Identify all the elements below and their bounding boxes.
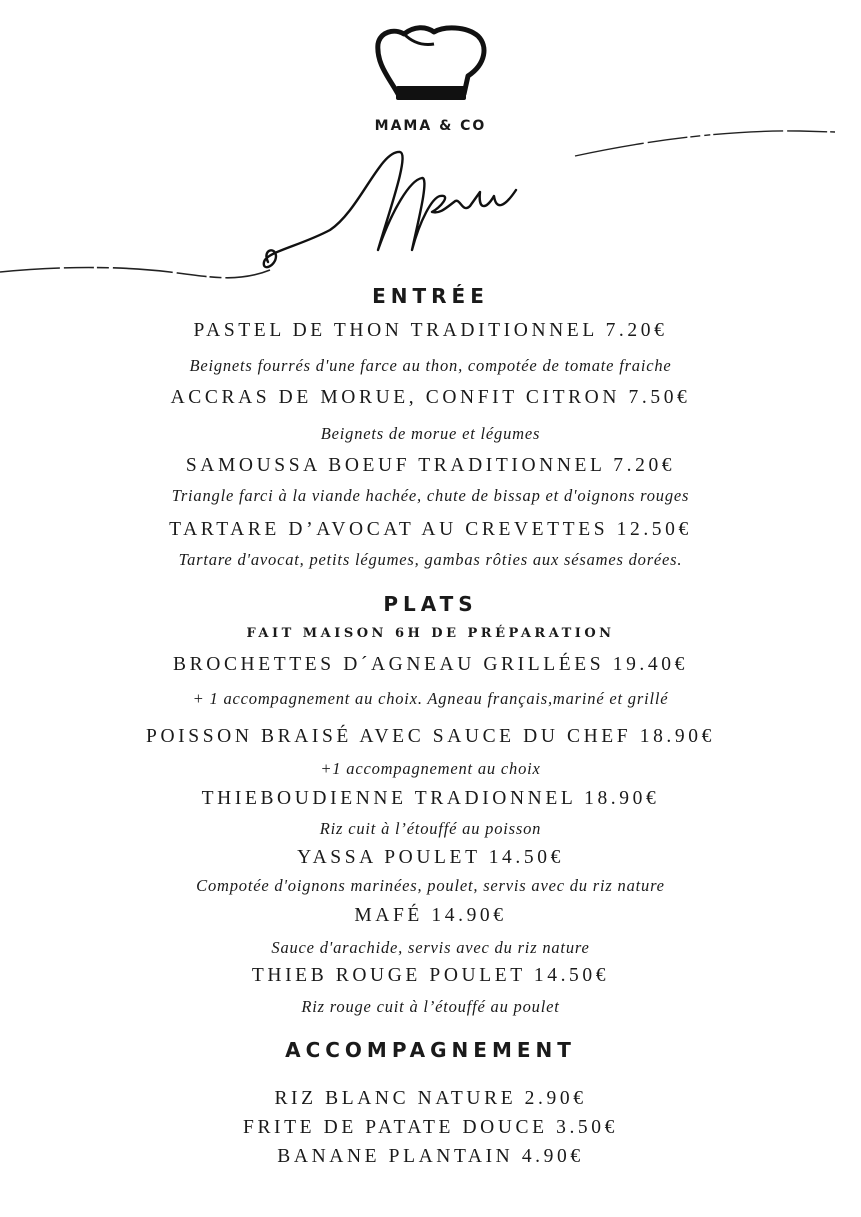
menu-item-description: + 1 accompagnement au choix. Agneau français,mariné et grillé	[192, 689, 669, 708]
side-item: BANANE PLANTAIN 4.90€	[277, 1146, 584, 1167]
menu-item-description: +1 accompagnement au choix	[320, 759, 541, 778]
menu-item-description: Riz rouge cuit à l’étouffé au poulet	[301, 997, 560, 1016]
menu-title-script	[0, 0, 861, 300]
menu-item-description: Sauce d'arachide, servis avec du riz nature	[271, 938, 590, 957]
brand-name: MAMA & CO	[374, 118, 487, 134]
menu-item-name: YASSA POULET 14.50€	[297, 847, 564, 868]
section-heading-entree: ENTRÉE	[372, 284, 489, 308]
menu-item-description: Tartare d'avocat, petits légumes, gambas rôties aux sésames dorées.	[178, 550, 683, 569]
svg-text:Menu: Menu	[0, 0, 3, 1]
side-item: FRITE DE PATATE DOUCE 3.50€	[243, 1117, 618, 1138]
section-heading-plats: PLATS	[383, 592, 478, 616]
menu-item-name: THIEB ROUGE POULET 14.50€	[251, 965, 610, 986]
menu-item-name: MAFÉ 14.90€	[354, 905, 507, 926]
menu-item-name: SAMOUSSA BOEUF TRADITIONNEL 7.20€	[185, 455, 676, 476]
side-item: RIZ BLANC NATURE 2.90€	[274, 1088, 587, 1109]
menu-item-description: Beignets fourrés d'une farce au thon, compotée de tomate fraiche	[189, 356, 672, 375]
menu-item-description: Riz cuit à l’étouffé au poisson	[319, 819, 542, 838]
menu-item-description: Compotée d'oignons marinées, poulet, servis avec du riz nature	[196, 876, 665, 895]
menu-item-name: THIEBOUDIENNE TRADIONNEL 18.90€	[201, 788, 660, 809]
menu-item-description: Triangle farci à la viande hachée, chute de bissap et d'oignons rouges	[171, 486, 690, 505]
menu-item-description: Beignets de morue et légumes	[320, 424, 541, 443]
menu-item-name: PASTEL DE THON TRADITIONNEL 7.20€	[193, 320, 668, 341]
menu-item-name: TARTARE D’AVOCAT AU CREVETTES 12.50€	[169, 519, 692, 540]
menu-item-name: POISSON BRAISÉ AVEC SAUCE DU CHEF 18.90€	[146, 726, 715, 747]
section-subheading-plats: FAIT MAISON 6H DE PRÉPARATION	[246, 626, 615, 641]
menu-item-name: ACCRAS DE MORUE, CONFIT CITRON 7.50€	[170, 387, 691, 408]
section-heading-accompagnement: ACCOMPAGNEMENT	[285, 1038, 576, 1062]
menu-item-name: BROCHETTES D´AGNEAU GRILLÉES 19.40€	[173, 654, 688, 675]
